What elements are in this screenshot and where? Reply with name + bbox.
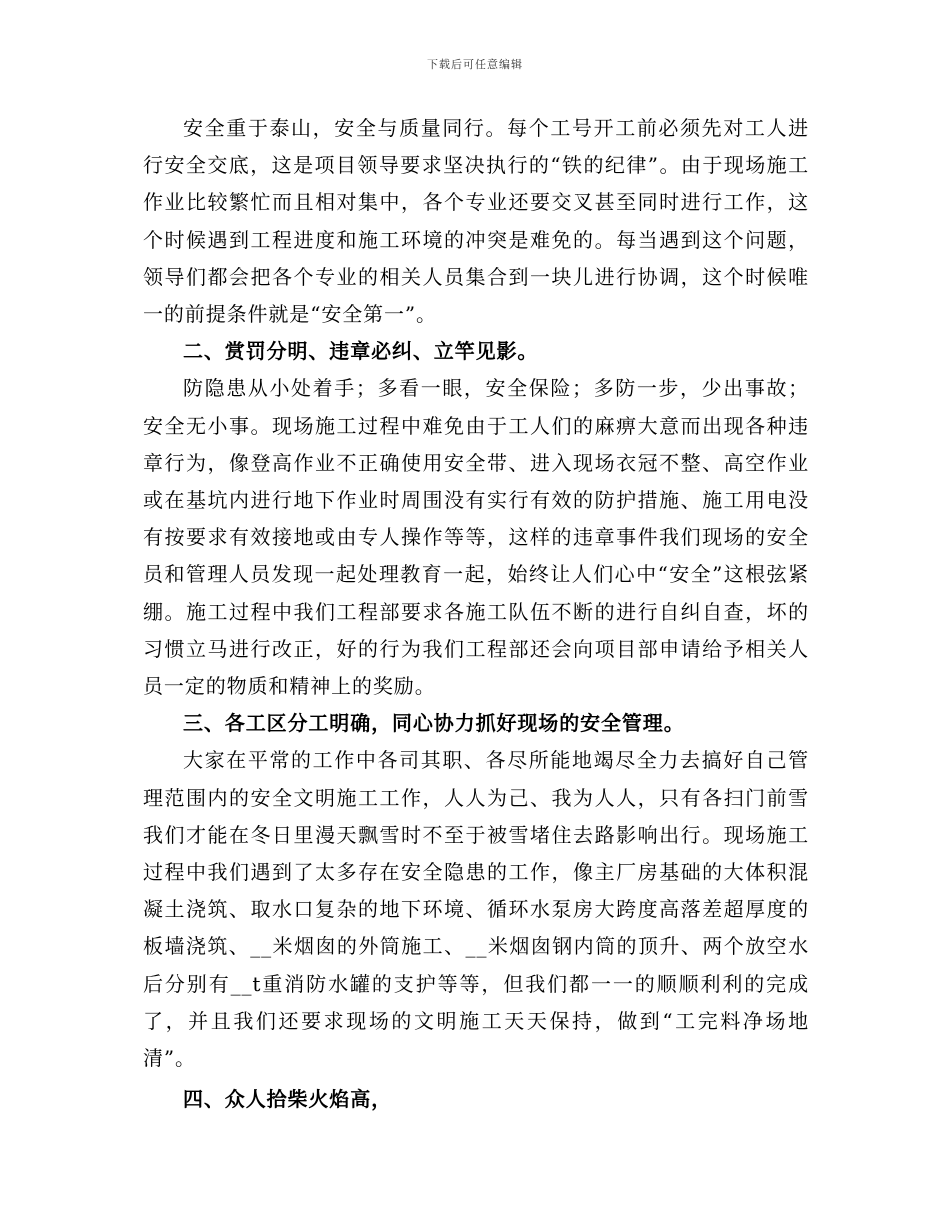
section-heading-3: 三、各工区分工明确，同心协力抓好现场的安全管理。 <box>183 711 685 736</box>
paragraph-safety-first: 安全重于泰山，安全与质量同行。每个工号开工前必须先对工人进行安全交底，这是项目领导要求坚决执行的“铁的纪律”。由于现场施工作业比较繁忙而且相对集中，各个专业还要交叉甚至同时进行工作，这个时候遇到工程进度和施工环境的冲突是难免的。每当遇到这个问题，领导们都会把各个专业的相关人员集合到一块儿进行协调，这个时候唯一的前提条件就是“安全第一”。 <box>143 116 809 327</box>
paragraph-violations: 防隐患从小处着手；多看一眼，安全保险；多防一步，少出事故；安全无小事。现场施工过程中难免由于工人们的麻痹大意而出现各种违章行为，像登高作业不正确使用安全带、进入现场衣冠不整、高空作业或在基坑内进行地下作业时周围没有实行有效的防护措施、施工用电没有按要求有效接地或由专人操作等等，这样的违章事件我们现场的安全员和管理人员发现一起处理教育一起，始终让人们心中“安全”这根弦紧绷。施工过程中我们工程部要求各施工队伍不断的进行自纠自查，坏的习惯立马进行改正，好的行为我们工程部还会向项目部申请给予相关人员一定的物质和精神上的奖励。 <box>143 376 809 699</box>
section-heading-4: 四、众人拾柴火焰高， <box>183 1087 392 1112</box>
section-heading-2: 二、赏罚分明、违章必纠、立竿见影。 <box>183 339 539 364</box>
document-body <box>143 110 809 1118</box>
paragraph-work-areas: 大家在平常的工作中各司其职、各尽所能地竭尽全力去搞好自己管理范围内的安全文明施工工作，人人为己、我为人人，只有各扫门前雪我们才能在冬日里漫天飘雪时不至于被雪堵住去路影响出行。现场施工过程中我们遇到了太多存在安全隐患的工作，像主厂房基础的大体积混凝土浇筑、取水口复杂的地下环境、循环水泵房大跨度高落差超厚度的板墙浇筑、__米烟囱的外筒施工、__米烟囱钢内筒的顶升、两个放空水后分别有__t重消防水罐的支护等等，但我们都一一的顺顺利利的完成了，并且我们还要求现场的文明施工天天保持，做到“工完料净场地清”。 <box>143 748 809 1071</box>
page-header: 下载后可任意编辑 <box>427 58 523 71</box>
